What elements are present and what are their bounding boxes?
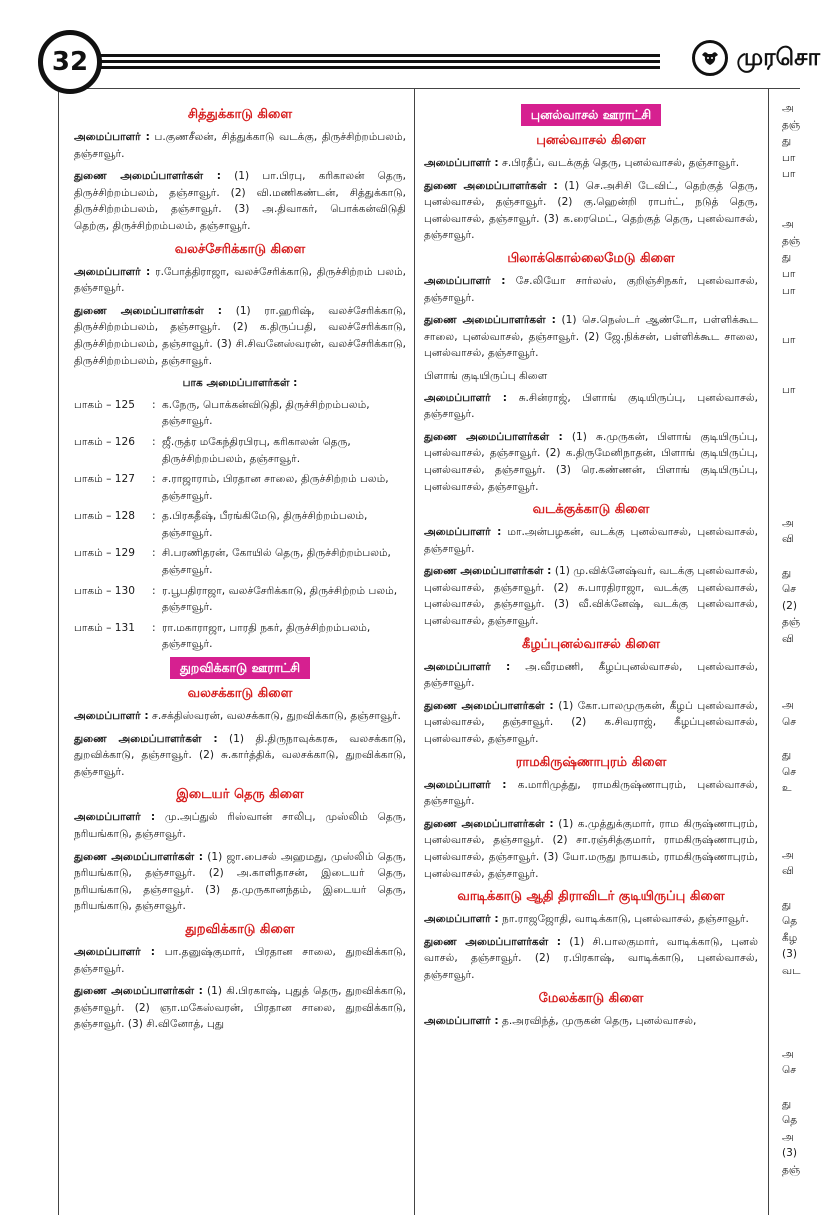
- section-title: வலசக்காடு கிளை: [187, 686, 293, 702]
- section-title: ராமகிருஷ்ணாபுரம் கிளை: [515, 754, 667, 770]
- column-rule: [414, 88, 415, 1215]
- cropped-line-fragment: [782, 681, 822, 698]
- cropped-line-fragment: பா: [782, 384, 796, 397]
- cropped-line-fragment: [782, 814, 822, 831]
- header-rule: [95, 66, 660, 69]
- cropped-line-fragment: து: [782, 1097, 792, 1110]
- cropped-line-fragment: உ: [782, 782, 792, 795]
- parts-heading: பாக அமைப்பாளர்கள் :: [182, 377, 298, 390]
- cropped-line-fragment: (3): [782, 948, 798, 961]
- page-number: 32: [51, 47, 89, 77]
- deputies-entry: துணை அமைப்பாளர்கள் : (1) தி.திருநாவுக்கரசு, வலசக்காடு, துறவிக்காடு, தஞ்சாவூர். (2) சு.கார்த்திக், வலசக்காடு, துறவிக்காடு, தஞ்சாவூர்.: [74, 732, 406, 778]
- deputies-entry: துணை அமைப்பாளர்கள் : (1) செ.அசிசி டேவிட், தெற்குத் தெரு, புனல்வாசல், தஞ்சாவூர். (2) கு.ஹென்றி ராபர்ட், நடுத் தெரு, புனல்வாசல், தஞ்சாவூர். (3) க.ரைமெட், தெற்குத் தெரு, புனல்வாசல், தஞ்சாவூர்.: [424, 179, 758, 242]
- cropped-line-fragment: [782, 830, 822, 847]
- cropped-line-fragment: [782, 1079, 822, 1096]
- masthead-brand: [692, 40, 820, 76]
- cropped-line-fragment: வி: [782, 633, 795, 645]
- deputies-entry: துணை அமைப்பாளர்கள் : (1) சு.முருகன், பிளாங் குடியிருப்பு, புனல்வாசல், தஞ்சாவூர். (2) க.திருமேனிநாதன், பிளாங் குடியிருப்பு, புனல்வாசல், தஞ்சாவூர். (3) ரெ.கண்ணன், பிளாங் குடியிருப்பு, புனல்வாசல், தஞ்சாவூர்.: [424, 430, 759, 493]
- part-row: பாகம் – 130 : ர.பூபதிராஜா, வலச்சேரிக்காடு, திருச்சிற்றம் பலம், தஞ்சாவூர்.: [74, 584, 398, 614]
- cropped-line-fragment: தஞ்: [782, 1164, 801, 1176]
- cropped-line-fragment: செ: [782, 1064, 797, 1077]
- cropped-line-fragment: (2): [782, 599, 798, 612]
- column-middle: [424, 100, 758, 1035]
- deputies-entry: துணை அமைப்பாளர்கள் : (1) மு.விக்னேஷ்வர், வடக்கு புனல்வாசல், புனல்வாசல், தஞ்சாவூர். (2) சு.பாரதிராஜா, வடக்கு புனல்வாசல், புனல்வாசல், தஞ்சாவூர். (3) வீ.விக்னேஷ், வடக்கு புனல்வாசல், புனல்வாசல், தஞ்சாவூர்.: [424, 565, 759, 628]
- cropped-line-fragment: அ: [782, 1047, 794, 1060]
- organizer-entry: அமைப்பாளர் : நா.ராஜஜோதி, வாடிக்காடு, புனல்வாசல், தஞ்சாவூர்.: [424, 913, 749, 926]
- deputies-entry: துணை அமைப்பாளர்கள் : (1) ரா.ஹரிஷ், வலச்சேரிக்காடு, திருச்சிற்றம்பலம், தஞ்சாவூர். (2) க.திருப்பதி, வலச்சேரிக்காடு, திருச்சிற்றம்பலம், தஞ்சாவூர். (3) சி.சிவனேஸ்வரன், வலச்சேரிக்காடு, திருச்சிற்றம்பலம், தஞ்சாவூர்.: [74, 304, 406, 367]
- cropped-line-fragment: செ: [782, 583, 797, 596]
- organizer-entry: அமைப்பாளர் : மா.அன்பழகன், வடக்கு புனல்வாசல், புனல்வாசல், தஞ்சாவூர்.: [424, 526, 758, 555]
- section-title: பிலாக்கொல்லைமேடு கிளை: [507, 250, 675, 266]
- cropped-line-fragment: அ: [782, 1130, 794, 1143]
- deputies-entry: துணை அமைப்பாளர்கள் : (1) பா.பிரபு, கரிகாலன் தெரு, திருச்சிற்றம்பலம், தஞ்சாவூர். (2) வி.மணிகண்டன், சித்துக்காடு, திருச்சிற்றம்பலம், தஞ்சாவூர். (3) அ.திவாகர், பொக்கன்விடுதி தெற்கு, திருச்சிற்றம்பலம், தஞ்சாவூர்.: [74, 170, 406, 232]
- cropped-line-fragment: [782, 399, 822, 416]
- deputies-entry: துணை அமைப்பாளர்கள் : (1) ஜா.பைசல் அஹமது, முஸ்லிம் தெரு, நரியங்காடு, தஞ்சாவூர். (2) அ.காளிதாசன், இடையர் தெரு, நரியங்காடு, தஞ்சாவூர். (3) த.முருகானந்தம், இடையர் தெரு, நரியங்காடு, தஞ்சாவூர்.: [74, 850, 407, 913]
- cropped-line-fragment: [782, 979, 822, 996]
- cropped-line-fragment: [782, 648, 822, 665]
- organizer-entry: அமைப்பாளர் : சு.சின்ராஜ், பிளாங் குடியிருப்பு, புனல்வாசல், தஞ்சாவூர்.: [424, 391, 758, 421]
- deputies-entry: துணை அமைப்பாளர்கள் : (1) க.முத்துக்குமார், ராம கிருஷ்ணாபுரம், புனல்வாசல், தஞ்சாவூர். (2) சா.ரஞ்சித்குமார், ராமகிருஷ்ணாபுரம், புனல்வாசல், தஞ்சாவூர். (3) யோ.மருது நாயகம், ராமகிருஷ்ணாபுரம், புனல்வாசல், தஞ்சாவூர்.: [424, 817, 759, 880]
- cropped-line-fragment: [782, 731, 822, 748]
- organizer-entry: அமைப்பாளர் : அ.வீரமணி, கீழப்புனல்வாசல், புனல்வாசல், தஞ்சாவூர்.: [424, 660, 758, 690]
- cropped-line-fragment: பா: [782, 284, 796, 297]
- organizer-entry: அமைப்பாளர் : ர.போத்திராஜா, வலச்சேரிக்காடு, திருச்சிற்றம் பலம், தஞ்சாவூர்.: [74, 265, 406, 295]
- cropped-line-fragment: அ: [782, 102, 794, 114]
- cropped-line-fragment: து: [782, 566, 792, 579]
- organizer-entry: அமைப்பாளர் : சே.லியோ சார்லஸ், குறிஞ்சிநகர், புனல்வாசல், தஞ்சாவூர்.: [424, 274, 758, 304]
- cropped-line-fragment: பா: [782, 334, 796, 347]
- cropped-line-fragment: வட: [782, 964, 801, 977]
- cropped-line-fragment: செ: [782, 765, 797, 778]
- frame-line: [58, 88, 800, 89]
- section-title: வடக்குக்காடு கிளை: [532, 502, 650, 518]
- organizer-entry: அமைப்பாளர் : த.அரவிந்த், முருகன் தெரு, புனல்வாசல்,: [424, 1014, 697, 1027]
- section-title: சித்துக்காடு கிளை: [187, 107, 293, 122]
- deputies-entry: துணை அமைப்பாளர்கள் : (1) கி.பிரகாஷ், புதுத் தெரு, துறவிக்காடு, தஞ்சாவூர். (2) ஞா.மகேஸ்வரன், பிரதான சாலை, துறவிக்காடு, தஞ்சாவூர். (3) சி.வினோத், புது: [74, 985, 406, 1031]
- cropped-line-fragment: [782, 482, 822, 499]
- cropped-line-fragment: தெ: [782, 915, 798, 928]
- cropped-line-fragment: [782, 415, 822, 432]
- column-rule: [58, 88, 59, 1215]
- page-number-badge: [38, 30, 102, 94]
- cropped-line-fragment: [782, 366, 822, 383]
- organizer-entry: அமைப்பாளர் : ச.பிரதீப், வடக்குத் தெரு, புனல்வாசல், தஞ்சாவூர்.: [424, 157, 740, 169]
- cropped-line-fragment: பா: [782, 168, 796, 181]
- cropped-line-fragment: [782, 432, 822, 449]
- section-title: வலச்சேரிக்காடு கிளை: [174, 241, 306, 257]
- cropped-line-fragment: வி: [782, 533, 795, 546]
- organizer-entry: அமைப்பாளர் : ப.குணசீலன், சித்துக்காடு வடக்கு, திருச்சிற்றம்பலம், தஞ்சாவூர்.: [74, 131, 406, 160]
- cropped-line-fragment: [782, 448, 822, 465]
- cropped-line-fragment: அ: [782, 218, 794, 231]
- organizer-entry: அமைப்பாளர் : ச.சக்திஸ்வரன், வலசக்காடு, துறவிக்காடு, தஞ்சாவூர்.: [74, 710, 401, 723]
- header-rule: [95, 60, 660, 63]
- column-rule: [768, 88, 769, 1215]
- cropped-line-fragment: [782, 316, 822, 333]
- part-row: பாகம் – 125 : க.நேரு, பொக்கன்விடுதி, திருச்சிற்றம்பலம், தஞ்சாவூர்.: [74, 398, 370, 428]
- cropped-line-fragment: [782, 548, 822, 565]
- cropped-line-fragment: [782, 299, 822, 316]
- column-left: [74, 100, 406, 1039]
- cropped-line-fragment: தெ: [782, 1114, 798, 1127]
- cropped-line-fragment: [782, 498, 822, 515]
- cropped-line-fragment: பா: [782, 151, 796, 164]
- cropped-line-fragment: செ: [782, 715, 797, 728]
- section-title: புனல்வாசல் கிளை: [536, 133, 646, 148]
- cropped-line-fragment: பா: [782, 267, 796, 280]
- section-title: துறவிக்காடு கிளை: [185, 921, 295, 937]
- cropped-line-fragment: து: [782, 749, 792, 762]
- section-title: மேலக்காடு கிளை: [538, 990, 644, 1006]
- organizer-entry: அமைப்பாளர் : மு.அப்துல் ரிஸ்வான் சாலிபு, முஸ்லிம் தெரு, நரியங்காடு, தஞ்சாவூர்.: [74, 811, 406, 840]
- cropped-line-fragment: [782, 664, 822, 681]
- cropped-line-fragment: வி: [782, 865, 795, 878]
- cropped-line-fragment: [782, 465, 822, 482]
- part-row: பாகம் – 129 : சி.பரணிதரன், கோயில் தெரு, திருச்சிற்றம்பலம், தஞ்சாவூர்.: [74, 547, 391, 577]
- deputies-entry: துணை அமைப்பாளர்கள் : (1) சி.பாலகுமார், வாடிக்காடு, புனல் வாசல், தஞ்சாவூர். (2) ர.பிரகாஷ், வாடிக்காடு, புனல்வாசல், தஞ்சாவூர்.: [424, 935, 758, 981]
- part-row: பாகம் – 131 : ரா.மகாராஜா, பாரதி நகர், திருச்சிற்றம்பலம், தஞ்சாவூர்.: [74, 621, 371, 651]
- panchayat-banner: துறவிக்காடு ஊராட்சி: [170, 657, 310, 679]
- cropped-line-fragment: [782, 183, 822, 200]
- masthead-title: முரசொ: [736, 42, 820, 71]
- cropped-line-fragment: [782, 1013, 822, 1030]
- cropped-line-fragment: [782, 200, 822, 217]
- cropped-line-fragment: தஞ்: [782, 616, 801, 629]
- section-title: வாடிக்காடு ஆதி திராவிடர் குடியிருப்பு கிளை: [457, 889, 725, 905]
- organizer-entry: அமைப்பாளர் : பா.தனுஷ்குமார், பிரதான சாலை, துறவிக்காடு, தஞ்சாவூர்.: [74, 945, 406, 975]
- section-title: இடையர் தெரு கிளை: [176, 787, 304, 803]
- cropped-line-fragment: து: [782, 898, 792, 911]
- cropped-line-fragment: அ: [782, 699, 794, 712]
- cropped-line-fragment: [782, 349, 822, 366]
- cropped-line-fragment: அ: [782, 848, 794, 861]
- section-title: கீழப்புனல்வாசல் கிளை: [522, 636, 660, 652]
- cropped-line-fragment: [782, 797, 822, 814]
- header-rule: [95, 54, 660, 57]
- column-right-cropped: [782, 100, 822, 1179]
- cropped-line-fragment: தஞ்: [782, 234, 801, 247]
- part-row: பாகம் – 127 : ச.ராஜாராம், பிரதான சாலை, திருச்சிற்றம் பலம், தஞ்சாவூர்.: [74, 473, 389, 502]
- cropped-line-fragment: து: [782, 135, 792, 148]
- deputies-entry: துணை அமைப்பாளர்கள் : (1) கோ.பாலமுருகன், கீழப் புனல்வாசல், புனல்வாசல், தஞ்சாவூர். (2) க.சிவராஜ், கீழப்புனல்வாசல், புனல்வாசல், தஞ்சாவூர்.: [424, 699, 759, 746]
- bull-emblem-icon: [692, 40, 728, 76]
- panchayat-banner: புனல்வாசல் ஊராட்சி: [521, 104, 661, 126]
- cropped-line-fragment: (3): [782, 1147, 798, 1160]
- page-header: [0, 0, 820, 92]
- cropped-line-fragment: கீழ: [782, 931, 798, 944]
- cropped-line-fragment: அ: [782, 516, 794, 529]
- deputies-entry: துணை அமைப்பாளர்கள் : (1) செ.நெஸ்டர் ஆண்டோ, பள்ளிக்கூட சாலை, புனல்வாசல், தஞ்சாவூர். (2) ஜே.நிக்சன், பள்ளிக்கூட சாலை, புனல்வாசல், தஞ்சாவூர்.: [424, 314, 759, 360]
- cropped-line-fragment: [782, 996, 822, 1013]
- cropped-line-fragment: [782, 880, 822, 897]
- organizer-entry: அமைப்பாளர் : க.மாரிமுத்து, ராமகிருஷ்ணாபுரம், புனல்வாசல், தஞ்சாவூர்.: [424, 778, 758, 808]
- cropped-line-fragment: தஞ்: [782, 118, 801, 131]
- cropped-line-fragment: [782, 1029, 822, 1046]
- cropped-line-fragment: து: [782, 251, 792, 264]
- section-title-plain: பிளாங் குடியிருப்பு கிளை: [424, 369, 548, 382]
- part-row: பாகம் – 126 : ஜீ.ருத்ர மகேந்திரபிரபு, கரிகாலன் தெரு, திருச்சிற்றம்பலம், தஞ்சாவூர்.: [74, 435, 351, 465]
- part-row: பாகம் – 128 : த.பிரகதீஷ், பீரங்கிமேடு, திருச்சிற்றம்பலம், தஞ்சாவூர்.: [74, 510, 368, 539]
